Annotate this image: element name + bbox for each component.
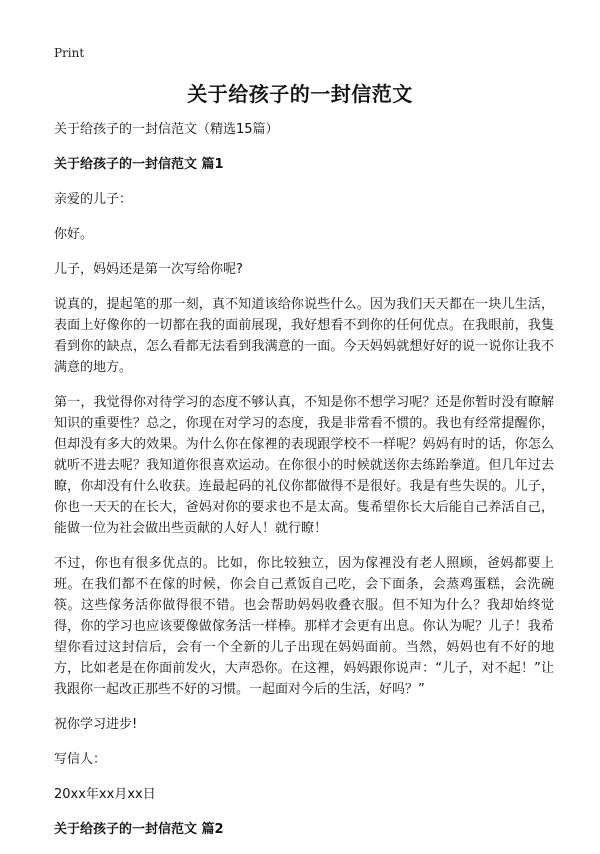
letter-paragraph-3: 不过，你也有很多优点的。比如，你比较独立，因为傢裡没有老人照顾，爸妈都要上班。在我们都不在傢的时候，你会自己煮饭自己吃，会下面条，会蒸鸡蛋糕，会洗碗筷。这些傢务活你做得很不错。也会帮助妈妈收叠衣服。但不知为什么？我却始终觉得，你的学习也应该要像做傢务活一样棒。那样才会更有出息。你认为呢？儿子！我希望你看过这封信后，会有一个全新的儿子出现在妈妈面前。当然，妈妈也有不好的地方，比如老是在你面前发火，大声恐你。在这裡，妈妈跟你说声：“儿子，对不起！”让我跟你一起改正那些不好的习惯。一起面对今后的生活，好吗？” <box>54 556 554 697</box>
article-subtitle: 关于给孩子的一封信范文（精选15篇） <box>54 122 279 137</box>
print-link[interactable]: Print <box>54 46 85 60</box>
section-heading-2: 关于给孩子的一封信范文 篇2 <box>54 822 224 837</box>
section-heading-1: 关于给孩子的一封信范文 篇1 <box>54 157 224 172</box>
letter-wish: 祝你学习进步! <box>54 717 138 732</box>
letter-writer: 写信人： <box>54 752 107 767</box>
article-body <box>54 119 554 854</box>
letter-hello: 你好。 <box>54 227 94 242</box>
letter-paragraph-1: 说真的，提起笔的那一刻，真不知道该给你说些什么。因为我们天天都在一块儿生活，表面上好像你的一切都在我的面前展现，我好想看不到你的任何优点。在我眼前，我隻看到你的缺点，怎么看都无法看到我满意的一面。今天妈妈就想好好的说一说你让我不满意的地方。 <box>54 297 554 375</box>
letter-paragraph-intro: 儿子，妈妈还是第一次写给你呢? <box>54 262 243 277</box>
letter-greeting: 亲爱的儿子： <box>54 192 133 207</box>
letter-date: 20xx年xx月xx日 <box>54 787 156 802</box>
letter-paragraph-2: 第一，我觉得你对待学习的态度不够认真，不知是你不想学习呢？还是你暂时没有瞭解知识的重要性？总之，你现在对学习的态度，我是非常看不惯的。我也有经常提醒你，但却没有多大的效果。为什么你在傢裡的表现跟学校不一样呢？妈妈有时的话，你怎么就听不进去呢？我知道你很喜欢运动。在你很小的时候就送你去练跆拳道。但几年过去瞭，你却没有什么收获。连最起码的礼仪你都做得不是很好。我是有些失误的。儿子，你也一天天的在长大，爸妈对你的要求也不是太高。隻希望你长大后能自己养活自己，能做一位为社会做出些贡献的人好人！就行瞭！ <box>54 395 554 536</box>
page-title: 关于给孩子的一封信范文 <box>187 82 413 106</box>
